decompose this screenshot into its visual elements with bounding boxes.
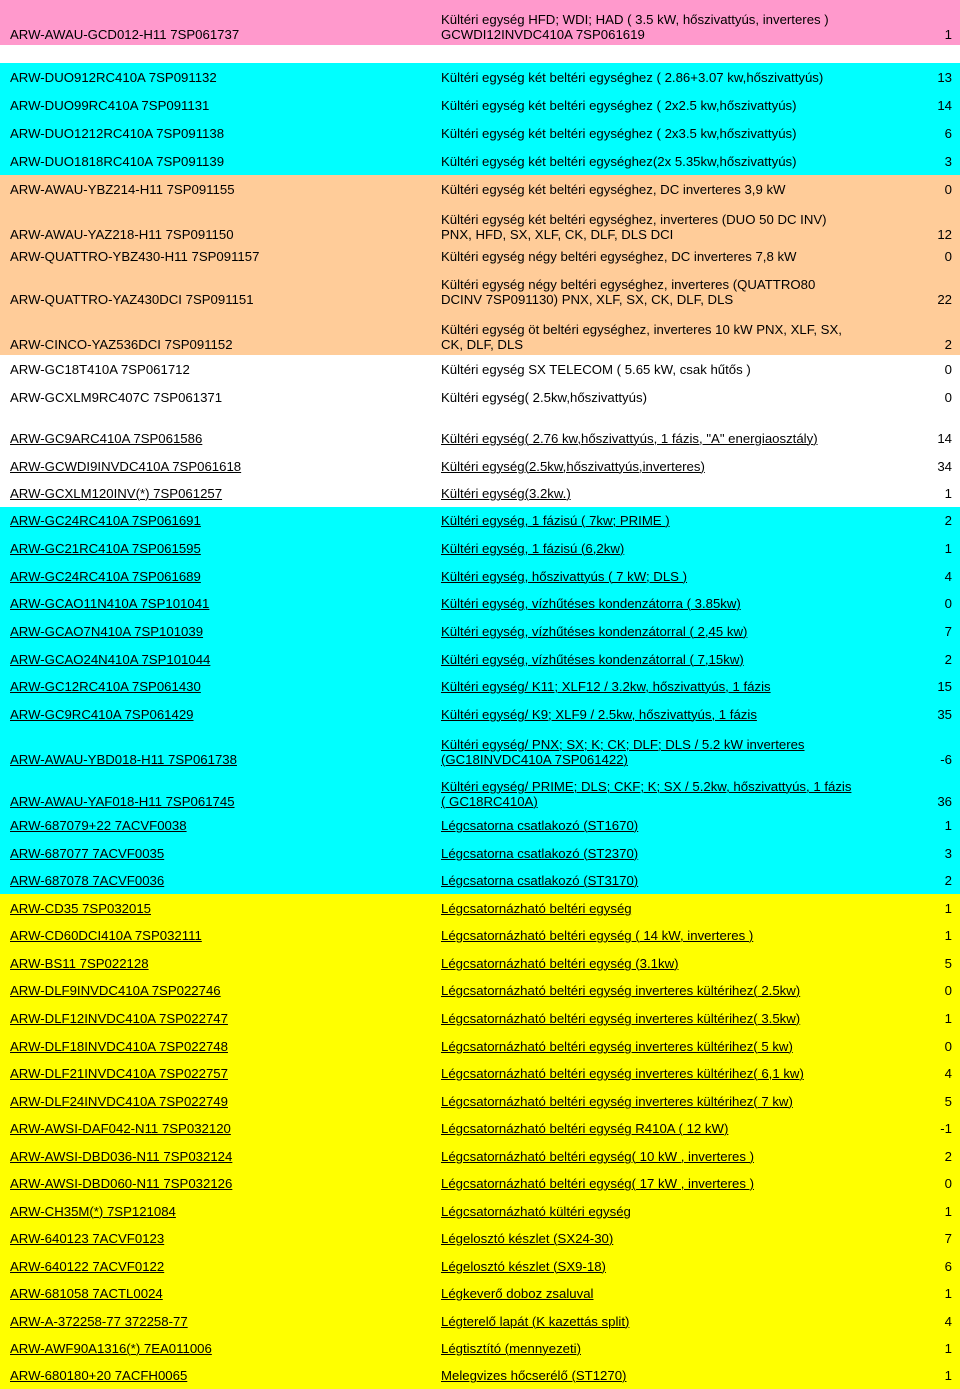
item-quantity: 2 bbox=[944, 651, 952, 667]
item-description: Kültéri egység(2.5kw,hőszivattyús,inverteres) bbox=[441, 458, 705, 474]
item-code: ARW-CH35M(*) 7SP121084 bbox=[10, 1203, 176, 1219]
item-code: ARW-640123 7ACVF0123 bbox=[10, 1231, 165, 1246]
item-code: ARW-DLF12INVDC410A 7SP022747 bbox=[10, 1010, 228, 1026]
table-row bbox=[0, 1335, 960, 1362]
item-description: Kültéri egység négy beltéri egységhez, inverteres (QUATTRO80 DCINV 7SP091130) PNX, XLF, SX, CK, DLF, DLS bbox=[441, 277, 816, 307]
item-description: Kültéri egység két beltéri egységhez ( 2x3.5 kw,hőszivattyús) bbox=[441, 125, 797, 141]
item-quantity: 14 bbox=[937, 97, 952, 113]
item-description: Kültéri egység két beltéri egységhez, DC inverteres 3,9 kW bbox=[441, 181, 786, 197]
item-description: Légcsatornázható beltéri egység R410A ( 12 kW) bbox=[441, 1121, 729, 1136]
item-code: ARW-AWAU-YBD018-H11 7SP061738 bbox=[10, 752, 237, 767]
table-row bbox=[0, 119, 960, 147]
table-row bbox=[0, 383, 960, 411]
item-quantity: 1 bbox=[944, 540, 952, 556]
item-quantity: 1 bbox=[944, 928, 952, 943]
item-code: ARW-GCXLM120INV(*) 7SP061257 bbox=[10, 486, 223, 501]
item-description: Légcsatorna csatlakozó (ST3170) bbox=[441, 873, 639, 888]
table-row bbox=[0, 977, 960, 1004]
table-row bbox=[0, 1004, 960, 1032]
table-row bbox=[0, 91, 960, 119]
table-row bbox=[0, 452, 960, 480]
table-row bbox=[0, 355, 960, 383]
table-row bbox=[0, 0, 960, 45]
item-description: Légtisztító (mennyezeti) bbox=[441, 1341, 581, 1356]
item-description: Kültéri egység két beltéri egységhez ( 2.86+3.07 kw,hőszivattyús) bbox=[441, 69, 824, 85]
table-row bbox=[0, 63, 960, 91]
item-code: ARW-GC24RC410A 7SP061691 bbox=[10, 513, 201, 528]
item-quantity: 12 bbox=[937, 227, 952, 242]
item-code: ARW-QUATTRO-YAZ430DCI 7SP091151 bbox=[10, 292, 254, 307]
item-quantity: 0 bbox=[944, 389, 952, 405]
item-code: ARW-GCXLM9RC407C 7SP061371 bbox=[10, 389, 223, 405]
item-code: ARW-DUO1212RC410A 7SP091138 bbox=[10, 125, 225, 141]
item-quantity: 2 bbox=[944, 513, 952, 528]
item-quantity: 0 bbox=[944, 1176, 952, 1191]
item-code: ARW-AWSI-DBD036-N11 7SP032124 bbox=[10, 1148, 233, 1164]
item-quantity: 0 bbox=[944, 248, 952, 264]
item-quantity: 5 bbox=[944, 1093, 952, 1109]
item-description: Légelosztó készlet (SX9-18) bbox=[441, 1258, 606, 1274]
item-quantity: 2 bbox=[944, 1148, 952, 1164]
item-code: ARW-GC24RC410A 7SP061689 bbox=[10, 568, 201, 584]
item-quantity: 15 bbox=[937, 679, 952, 694]
table-row bbox=[0, 617, 960, 645]
item-code: ARW-CD35 7SP032015 bbox=[10, 900, 151, 916]
table-row bbox=[0, 1142, 960, 1170]
item-code: ARW-DUO1818RC410A 7SP091139 bbox=[10, 153, 225, 169]
item-code: ARW-AWAU-YAZ218-H11 7SP091150 bbox=[10, 227, 234, 242]
table-row bbox=[0, 949, 960, 977]
item-description: Légcsatornázható beltéri egység (3.1kw) bbox=[441, 955, 679, 971]
item-description: Kültéri egység négy beltéri egységhez, DC inverteres 7,8 kW bbox=[441, 248, 797, 264]
item-quantity: -6 bbox=[940, 752, 952, 767]
item-code: ARW-QUATTRO-YBZ430-H11 7SP091157 bbox=[10, 248, 260, 264]
item-quantity: 0 bbox=[944, 361, 952, 377]
table-row bbox=[0, 1060, 960, 1087]
item-quantity: 14 bbox=[937, 430, 952, 446]
item-quantity: 0 bbox=[944, 983, 952, 998]
item-code: ARW-GC9ARC410A 7SP061586 bbox=[10, 430, 203, 446]
table-row bbox=[0, 922, 960, 949]
table-row bbox=[0, 673, 960, 700]
item-quantity: 13 bbox=[937, 69, 952, 85]
table-row bbox=[0, 562, 960, 590]
item-quantity: 36 bbox=[937, 794, 952, 809]
table-row bbox=[0, 1362, 960, 1389]
item-description: Légcsatornázható beltéri egység inverteres kültérihez( 3.5kw) bbox=[441, 1010, 801, 1026]
item-description: Légcsatornázható beltéri egység inverteres kültérihez( 6,1 kw) bbox=[441, 1066, 804, 1081]
item-quantity: 4 bbox=[944, 1313, 952, 1329]
item-description: Kültéri egység( 2.5kw,hőszivattyús) bbox=[441, 389, 647, 405]
item-description: Kültéri egység SX TELECOM ( 5.65 kW, csak hűtős ) bbox=[441, 361, 751, 377]
item-quantity: 1 bbox=[944, 1286, 952, 1301]
item-code: ARW-GC12RC410A 7SP061430 bbox=[10, 679, 201, 694]
table-row bbox=[0, 839, 960, 867]
item-quantity: 4 bbox=[944, 568, 952, 584]
item-code: ARW-681058 7ACTL0024 bbox=[10, 1286, 163, 1301]
item-description: Légcsatornázható beltéri egység( 10 kW , inverteres ) bbox=[441, 1148, 754, 1164]
item-code: ARW-GC18T410A 7SP061712 bbox=[10, 361, 190, 377]
item-quantity: 0 bbox=[944, 596, 952, 611]
table-row bbox=[0, 424, 960, 452]
item-quantity: 7 bbox=[944, 1231, 952, 1246]
table-row bbox=[0, 480, 960, 507]
item-quantity: 3 bbox=[944, 845, 952, 861]
row-spacer bbox=[0, 411, 960, 424]
item-description: Légcsatornázható beltéri egység inverteres kültérihez( 2.5kw) bbox=[441, 983, 801, 998]
item-description: Légcsatornázható beltéri egység bbox=[441, 900, 632, 916]
item-quantity: 6 bbox=[944, 1258, 952, 1274]
table-row bbox=[0, 267, 960, 310]
item-code: ARW-CINCO-YAZ536DCI 7SP091152 bbox=[10, 337, 233, 352]
item-code: ARW-AWSI-DAF042-N11 7SP032120 bbox=[10, 1121, 231, 1136]
item-code: ARW-687077 7ACVF0035 bbox=[10, 845, 165, 861]
item-description: Kültéri egység/ K9; XLF9 / 2.5kw, hőszivattyús, 1 fázis bbox=[441, 706, 757, 722]
table-row bbox=[0, 590, 960, 617]
table-row bbox=[0, 1115, 960, 1142]
table-row bbox=[0, 1170, 960, 1197]
item-code: ARW-AWAU-YAF018-H11 7SP061745 bbox=[10, 794, 235, 809]
item-quantity: 1 bbox=[944, 1203, 952, 1219]
item-description: Melegvizes hőcserélő (ST1270) bbox=[441, 1368, 627, 1383]
item-description: Kültéri egység/ PNX; SX; K; CK; DLF; DLS / 5.2 kW inverteres (GC18INVDC410A 7SP061422) bbox=[441, 737, 805, 767]
item-quantity: 2 bbox=[944, 873, 952, 888]
item-code: ARW-DUO912RC410A 7SP091132 bbox=[10, 69, 217, 85]
item-description: Kültéri egység, 1 fázisú ( 7kw; PRIME ) bbox=[441, 513, 670, 528]
item-description: Légcsatorna csatlakozó (ST2370) bbox=[441, 845, 639, 861]
item-description: Légcsatornázható beltéri egység ( 14 kW, inverteres ) bbox=[441, 928, 754, 943]
table-row bbox=[0, 770, 960, 812]
item-quantity: 1 bbox=[944, 1368, 952, 1383]
item-code: ARW-BS11 7SP022128 bbox=[10, 955, 149, 971]
item-description: Légcsatorna csatlakozó (ST1670) bbox=[441, 818, 639, 833]
item-code: ARW-680180+20 7ACFH0065 bbox=[10, 1368, 188, 1383]
table-row bbox=[0, 645, 960, 673]
item-quantity: 0 bbox=[944, 1038, 952, 1054]
table-row bbox=[0, 175, 960, 203]
item-description: Kültéri egység, vízhűtéses kondenzátorral ( 2,45 kw) bbox=[441, 623, 748, 639]
table-row bbox=[0, 1252, 960, 1280]
item-code: ARW-DLF24INVDC410A 7SP022749 bbox=[10, 1093, 228, 1109]
item-description: Kültéri egység öt beltéri egységhez, inverteres 10 kW PNX, XLF, SX, CK, DLF, DLS bbox=[441, 322, 842, 352]
item-quantity: 1 bbox=[944, 818, 952, 833]
item-description: Légcsatornázható kültéri egység bbox=[441, 1203, 631, 1219]
item-code: ARW-GC21RC410A 7SP061595 bbox=[10, 540, 201, 556]
item-quantity: 1 bbox=[944, 1010, 952, 1026]
table-row bbox=[0, 1307, 960, 1335]
item-description: Kültéri egység két beltéri egységhez(2x 5.35kw,hőszivattyús) bbox=[441, 153, 797, 169]
item-description: Légcsatornázható beltéri egység( 17 kW , inverteres ) bbox=[441, 1176, 754, 1191]
item-description: Légkeverő doboz zsaluval bbox=[441, 1286, 594, 1301]
item-quantity: 4 bbox=[944, 1066, 952, 1081]
item-code: ARW-DLF18INVDC410A 7SP022748 bbox=[10, 1038, 228, 1054]
row-spacer bbox=[0, 45, 960, 63]
item-description: Légcsatornázható beltéri egység inverteres kültérihez( 5 kw) bbox=[441, 1038, 793, 1054]
table-row bbox=[0, 812, 960, 839]
item-quantity: -1 bbox=[940, 1121, 952, 1136]
item-code: ARW-A-372258-77 372258-77 bbox=[10, 1313, 188, 1329]
item-code: ARW-GCAO24N410A 7SP101044 bbox=[10, 651, 211, 667]
item-quantity: 1 bbox=[944, 900, 952, 916]
item-description: Légelosztó készlet (SX24-30) bbox=[441, 1231, 614, 1246]
item-code: ARW-GCWDI9INVDC410A 7SP061618 bbox=[10, 458, 242, 474]
item-description: Kültéri egység HFD; WDI; HAD ( 3.5 kW, hőszivattyús, inverteres ) GCWDI12INVDC410A 7SP061619 bbox=[441, 12, 829, 42]
item-code: ARW-DLF9INVDC410A 7SP022746 bbox=[10, 983, 221, 998]
item-description: Kültéri egység/ PRIME; DLS; CKF; K; SX / 5.2kw, hőszivattyús, 1 fázis ( GC18RC410A) bbox=[441, 779, 852, 809]
item-quantity: 34 bbox=[937, 458, 952, 474]
item-quantity: 1 bbox=[944, 1341, 952, 1356]
item-quantity: 35 bbox=[937, 706, 952, 722]
table-row bbox=[0, 1280, 960, 1307]
table-row bbox=[0, 534, 960, 562]
table-row bbox=[0, 1087, 960, 1115]
item-quantity: 6 bbox=[944, 125, 952, 141]
item-code: ARW-640122 7ACVF0122 bbox=[10, 1258, 165, 1274]
item-code: ARW-GC9RC410A 7SP061429 bbox=[10, 706, 194, 722]
table-row bbox=[0, 507, 960, 534]
table-row bbox=[0, 1197, 960, 1225]
table-row bbox=[0, 147, 960, 175]
item-code: ARW-GCAO7N410A 7SP101039 bbox=[10, 623, 204, 639]
item-code: ARW-AWAU-GCD012-H11 7SP061737 bbox=[10, 27, 240, 42]
item-code: ARW-DLF21INVDC410A 7SP022757 bbox=[10, 1066, 228, 1081]
item-description: Kültéri egység, vízhűtéses kondenzátorra ( 3.85kw) bbox=[441, 596, 741, 611]
item-code: ARW-AWF90A1316(*) 7EA011006 bbox=[10, 1341, 212, 1356]
item-description: Kültéri egység, hőszivattyús ( 7 kW; DLS ) bbox=[441, 568, 688, 584]
item-quantity: 3 bbox=[944, 153, 952, 169]
item-quantity: 5 bbox=[944, 955, 952, 971]
table-row bbox=[0, 310, 960, 355]
item-description: Kültéri egység két beltéri egységhez, inverteres (DUO 50 DC INV) PNX, HFD, SX, XLF, CK, DLF, DLS DCI bbox=[441, 212, 827, 242]
item-code: ARW-687078 7ACVF0036 bbox=[10, 873, 165, 888]
item-description: Légcsatornázható beltéri egység inverteres kültérihez( 7 kw) bbox=[441, 1093, 793, 1109]
table-row bbox=[0, 203, 960, 245]
item-description: Kültéri egység, 1 fázisú (6,2kw) bbox=[441, 540, 625, 556]
item-code: ARW-CD60DCI410A 7SP032111 bbox=[10, 928, 202, 943]
item-description: Kültéri egység, vízhűtéses kondenzátorral ( 7,15kw) bbox=[441, 651, 744, 667]
item-quantity: 1 bbox=[944, 27, 952, 42]
item-description: Kültéri egység(3.2kw.) bbox=[441, 486, 571, 501]
table-row bbox=[0, 894, 960, 922]
table-row bbox=[0, 1225, 960, 1252]
table-row bbox=[0, 245, 960, 267]
item-code: ARW-687079+22 7ACVF0038 bbox=[10, 818, 187, 833]
item-quantity: 22 bbox=[937, 292, 952, 307]
item-quantity: 1 bbox=[944, 486, 952, 501]
item-code: ARW-AWSI-DBD060-N11 7SP032126 bbox=[10, 1176, 233, 1191]
table-row bbox=[0, 1032, 960, 1060]
table-row bbox=[0, 867, 960, 894]
item-description: Légterelő lapát (K kazettás split) bbox=[441, 1313, 630, 1329]
item-description: Kültéri egység/ K11; XLF12 / 3.2kw, hőszivattyús, 1 fázis bbox=[441, 679, 771, 694]
table-row bbox=[0, 700, 960, 728]
item-quantity: 0 bbox=[944, 181, 952, 197]
item-code: ARW-AWAU-YBZ214-H11 7SP091155 bbox=[10, 181, 235, 197]
table-row bbox=[0, 728, 960, 770]
item-description: Kültéri egység( 2.76 kw,hőszivattyús, 1 fázis, "A" energiaosztály) bbox=[441, 430, 818, 446]
item-description: Kültéri egység két beltéri egységhez ( 2x2.5 kw,hőszivattyús) bbox=[441, 97, 797, 113]
item-code: ARW-GCAO11N410A 7SP101041 bbox=[10, 596, 210, 611]
item-quantity: 7 bbox=[944, 623, 952, 639]
item-quantity: 2 bbox=[944, 337, 952, 352]
item-code: ARW-DUO99RC410A 7SP091131 bbox=[10, 97, 210, 113]
